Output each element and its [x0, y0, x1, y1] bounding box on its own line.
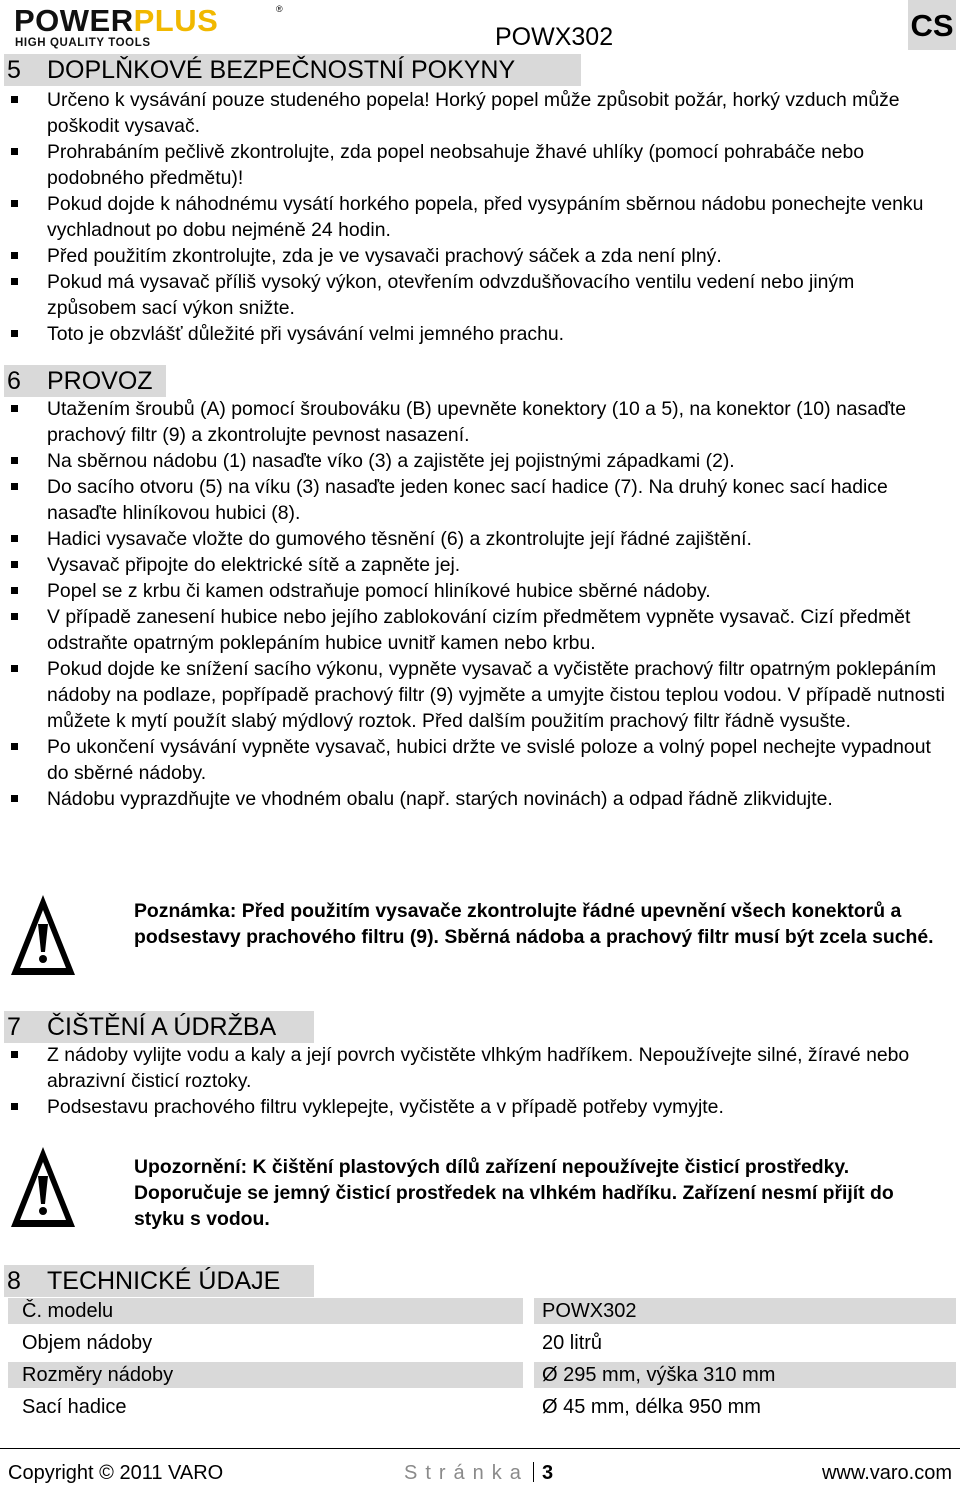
list-item: Před použitím zkontrolujte, zda je ve vysavači prachový sáček a zda není plný.: [0, 243, 945, 269]
list-item: Vysavač připojte do elektrické sítě a zapněte jej.: [0, 552, 945, 578]
powerplus-logo: [14, 4, 314, 48]
table-row: [8, 1362, 956, 1394]
square-bullet-icon: [11, 535, 18, 542]
square-bullet-icon: [11, 665, 18, 672]
bullet-list-cleaning: [0, 1042, 945, 1120]
square-bullet-icon: [11, 200, 18, 207]
section-number: 6: [7, 367, 21, 395]
square-bullet-icon: [11, 1103, 18, 1110]
logo-wordmark: POWERPLUS: [14, 3, 219, 38]
list-item: Na sběrnou nádobu (1) nasaďte víko (3) a zajistěte jej pojistnými západkami (2).: [0, 448, 945, 474]
square-bullet-icon: [11, 613, 18, 620]
note-text: Poznámka: Před použitím vysavače zkontrolujte řádné upevnění všech konektorů a podsestavy prachového filtru (9). Sběrná nádoba a prachový filtr musí být zcela suché.: [134, 900, 934, 948]
specs-table: [8, 1298, 956, 1426]
section-heading-8: [4, 1265, 314, 1297]
page-separator: [533, 1462, 534, 1482]
section-title: DOPLŇKOVÉ BEZPEČNOSTNÍ POKYNY: [47, 56, 516, 84]
square-bullet-icon: [11, 405, 18, 412]
list-item: Pokud dojde k náhodnému vysátí horkého popela, před vysypáním sběrnou nádobu ponechejte venku vychladnout po dobu nejméně 24 hodin.: [0, 191, 945, 243]
bullet-list-operation: [0, 396, 945, 812]
list-item: Nádobu vyprazdňujte ve vhodném obalu (např. starých novinách) a odpad řádně zlikvidujte.: [0, 786, 945, 812]
square-bullet-icon: [11, 96, 18, 103]
square-bullet-icon: [11, 483, 18, 490]
spec-key: Č. modelu: [8, 1298, 523, 1324]
page-number: 3: [541, 1462, 554, 1484]
list-item: Pokud dojde ke snížení sacího výkonu, vypněte vysavač a vyčistěte prachový filtr opatrným poklepáním nádoby na podlaze, popřípadě prachový filtr (9) vyjměte a umyjte čistou teplou vodou. V případě nutnosti můžete k mytí použít slabý mýdlový roztok. Před dalším použitím prachový filtr řádně vysušte.: [0, 656, 945, 734]
model-number: POWX302: [495, 23, 614, 51]
square-bullet-icon: [11, 457, 18, 464]
square-bullet-icon: [11, 743, 18, 750]
section-heading-7: [4, 1011, 314, 1043]
spec-key: Sací hadice: [22, 1396, 127, 1418]
list-item: Z nádoby vylijte vodu a kaly a její povrch vyčistěte vlhkým hadříkem. Nepoužívejte silné, žíravé nebo abrazivní čisticí roztoky.: [0, 1042, 945, 1094]
warning-triangle-icon: [9, 1144, 77, 1230]
spec-value: Ø 45 mm, délka 950 mm: [542, 1396, 761, 1418]
list-item: Toto je obzvlášť důležité při vysávání velmi jemného prachu.: [0, 321, 945, 347]
footer-copyright: Copyright © 2011 VARO: [8, 1462, 224, 1484]
spec-value: 20 litrů: [542, 1332, 603, 1354]
square-bullet-icon: [11, 330, 18, 337]
bullet-list-safety: [0, 87, 945, 347]
list-item: Prohrabáním pečlivě zkontrolujte, zda popel neobsahuje žhavé uhlíky (pomocí pohrabáče nebo podobného předmětu)!: [0, 139, 945, 191]
list-item: V případě zanesení hubice nebo jejího zablokování cizím předmětem vypněte vysavač. Cizí předmět odstraňte opatrným poklepáním hubice uvnitř kamen nebo krbu.: [0, 604, 945, 656]
list-item: Popel se z krbu či kamen odstraňuje pomocí hliníkové hubice sběrné nádoby.: [0, 578, 945, 604]
spec-key: Rozměry nádoby: [8, 1362, 523, 1388]
spec-value: POWX302: [534, 1298, 956, 1324]
spec-value: Ø 295 mm, výška 310 mm: [534, 1362, 956, 1388]
section-title: TECHNICKÉ ÚDAJE: [47, 1267, 281, 1295]
square-bullet-icon: [11, 561, 18, 568]
table-row: [8, 1394, 956, 1426]
square-bullet-icon: [11, 1051, 18, 1058]
list-item: Po ukončení vysávání vypněte vysavač, hubici držte ve svislé poloze a volný popel nechejte vypadnout do sběrné nádoby.: [0, 734, 945, 786]
square-bullet-icon: [11, 587, 18, 594]
list-item: Hadici vysavače vložte do gumového těsnění (6) a zkontrolujte její řádné zajištění.: [0, 526, 945, 552]
footer-page-indicator: [404, 1461, 553, 1485]
section-number: 5: [7, 56, 21, 84]
list-item: Určeno k vysávání pouze studeného popela! Horký popel může způsobit požár, horký vzduch může poškodit vysavač.: [0, 87, 945, 139]
square-bullet-icon: [11, 252, 18, 259]
language-code: CS: [908, 0, 956, 50]
section-title: PROVOZ: [47, 367, 153, 395]
caution-text: Upozornění: K čištění plastových dílů zařízení nepoužívejte čisticí prostředky. Doporučuje se jemný čisticí prostředek na vlhkém hadříku. Zařízení nesmí přijít do styku s vodou.: [134, 1156, 894, 1230]
warning-triangle-icon: [9, 892, 77, 978]
section-title: ČIŠTĚNÍ A ÚDRŽBA: [47, 1013, 277, 1041]
section-heading-6: [4, 365, 166, 397]
section-heading-5: [4, 54, 581, 86]
footer-divider: [0, 1448, 960, 1449]
square-bullet-icon: [11, 795, 18, 802]
list-item: Podsestavu prachového filtru vyklepejte, vyčistěte a v případě potřeby vymyjte.: [0, 1094, 945, 1120]
list-item: Do sacího otvoru (5) na víku (3) nasaďte jeden konec sací hadice (7). Na druhý konec sací hadice nasaďte hliníkovou hubici (8).: [0, 474, 945, 526]
page-label: Stránka: [404, 1462, 529, 1484]
section-number: 7: [7, 1013, 21, 1041]
logo-tagline: HIGH QUALITY TOOLS: [15, 37, 151, 49]
section-number: 8: [7, 1267, 21, 1295]
spec-key: Objem nádoby: [22, 1332, 153, 1354]
square-bullet-icon: [11, 278, 18, 285]
table-row: [8, 1298, 956, 1330]
square-bullet-icon: [11, 148, 18, 155]
list-item: Pokud má vysavač příliš vysoký výkon, otevřením odvzdušňovacího ventilu vedení nebo jiným způsobem sací výkon snižte.: [0, 269, 945, 321]
list-item: Utažením šroubů (A) pomocí šroubováku (B) upevněte konektory (10 a 5), na konektor (10) nasaďte prachový filtr (9) a zkontrolujte pevnost nasazení.: [0, 396, 945, 448]
logo-registered-mark: ®: [276, 4, 283, 14]
footer-website: www.varo.com: [821, 1462, 952, 1484]
table-row: [8, 1330, 956, 1362]
